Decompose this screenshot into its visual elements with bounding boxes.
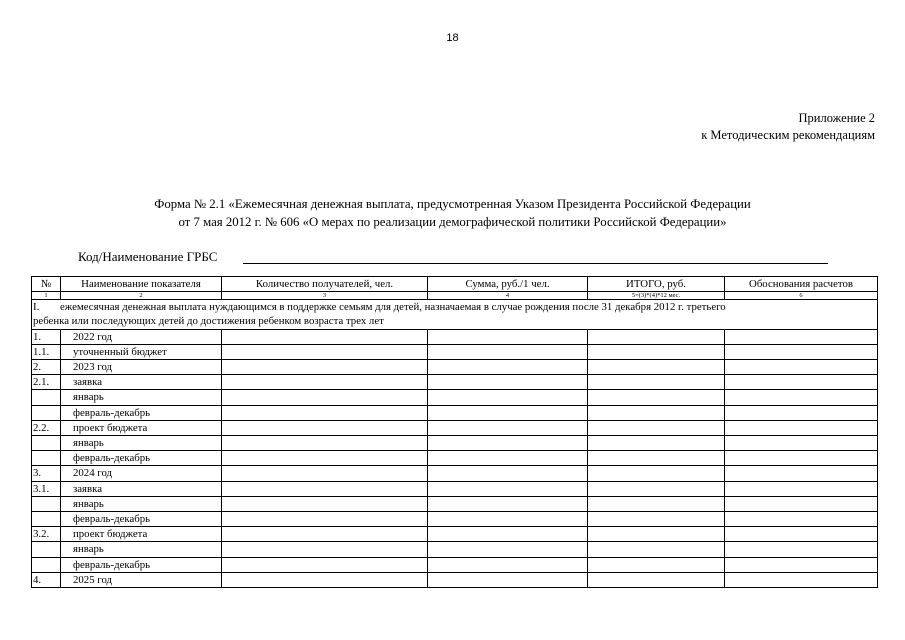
header-justification: Обоснования расчетов (725, 277, 878, 292)
row-indicator: январь (61, 496, 222, 511)
recipients-cell[interactable] (222, 375, 428, 390)
amount-cell[interactable] (428, 375, 588, 390)
section-row (32, 300, 878, 329)
row-indicator: январь (61, 390, 222, 405)
justification-cell[interactable] (725, 466, 878, 481)
justification-cell[interactable] (725, 420, 878, 435)
header-row (32, 277, 878, 292)
form-title-line-1: Форма № 2.1 «Ежемесячная денежная выплата, предусмотренная Указом Президента Российской Федерации (154, 197, 751, 211)
section-number: I. (33, 301, 40, 314)
amount-cell[interactable] (428, 451, 588, 466)
total-cell[interactable] (588, 451, 725, 466)
recipients-cell[interactable] (222, 420, 428, 435)
row-number (32, 436, 61, 451)
header-indicator: Наименование показателя (61, 277, 222, 292)
row-indicator: 2024 год (61, 466, 222, 481)
table-row (32, 451, 878, 466)
row-number: 3. (32, 466, 61, 481)
recipients-cell[interactable] (222, 436, 428, 451)
justification-cell[interactable] (725, 527, 878, 542)
justification-cell[interactable] (725, 496, 878, 511)
recipients-cell[interactable] (222, 512, 428, 527)
amount-cell[interactable] (428, 527, 588, 542)
form-table (31, 276, 878, 588)
row-indicator: проект бюджета (61, 420, 222, 435)
table-row (32, 329, 878, 344)
amount-cell[interactable] (428, 436, 588, 451)
amount-cell[interactable] (428, 542, 588, 557)
row-number: 3.1. (32, 481, 61, 496)
amount-cell[interactable] (428, 572, 588, 587)
amount-cell[interactable] (428, 481, 588, 496)
table-row (32, 481, 878, 496)
total-cell[interactable] (588, 481, 725, 496)
total-cell[interactable] (588, 527, 725, 542)
row-number: 1. (32, 329, 61, 344)
total-cell[interactable] (588, 496, 725, 511)
section-text-line-2: ребенка или последующих детей до достижения ребенком возраста трех лет (33, 315, 384, 328)
justification-cell[interactable] (725, 436, 878, 451)
row-number (32, 542, 61, 557)
recipients-cell[interactable] (222, 390, 428, 405)
row-indicator: заявка (61, 375, 222, 390)
amount-cell[interactable] (428, 496, 588, 511)
recipients-cell[interactable] (222, 451, 428, 466)
appendix-line-1: Приложение 2 (798, 111, 875, 125)
row-number (32, 512, 61, 527)
row-number (32, 557, 61, 572)
justification-cell[interactable] (725, 375, 878, 390)
row-number: 2.1. (32, 375, 61, 390)
recipients-cell[interactable] (222, 329, 428, 344)
row-indicator: январь (61, 436, 222, 451)
table-row (32, 344, 878, 359)
justification-cell[interactable] (725, 405, 878, 420)
amount-cell[interactable] (428, 512, 588, 527)
recipients-cell[interactable] (222, 481, 428, 496)
page-number: 18 (446, 32, 459, 44)
total-cell[interactable] (588, 557, 725, 572)
amount-cell[interactable] (428, 466, 588, 481)
amount-cell[interactable] (428, 405, 588, 420)
justification-cell[interactable] (725, 557, 878, 572)
row-number: 2.2. (32, 420, 61, 435)
total-cell[interactable] (588, 390, 725, 405)
justification-cell[interactable] (725, 344, 878, 359)
row-number: 1.1. (32, 344, 61, 359)
table-row (32, 466, 878, 481)
header-total: ИТОГО, руб. (588, 277, 725, 292)
total-cell[interactable] (588, 375, 725, 390)
amount-cell[interactable] (428, 360, 588, 375)
justification-cell[interactable] (725, 512, 878, 527)
form-title (0, 195, 905, 231)
header-amount: Сумма, руб./1 чел. (428, 277, 588, 292)
row-number: 3.2. (32, 527, 61, 542)
section-description (32, 300, 878, 329)
column-index: 3 (222, 292, 428, 300)
row-number (32, 405, 61, 420)
row-indicator: заявка (61, 481, 222, 496)
row-indicator: 2022 год (61, 329, 222, 344)
justification-cell[interactable] (725, 572, 878, 587)
amount-cell[interactable] (428, 344, 588, 359)
total-cell[interactable] (588, 405, 725, 420)
grbs-label: Код/Наименование ГРБС (78, 249, 218, 264)
grbs-fill-line[interactable] (243, 263, 828, 264)
table-body (32, 329, 878, 587)
row-number (32, 451, 61, 466)
row-indicator: февраль-декабрь (61, 512, 222, 527)
row-indicator: февраль-декабрь (61, 451, 222, 466)
recipients-cell[interactable] (222, 344, 428, 359)
column-index: 2 (61, 292, 222, 300)
total-cell[interactable] (588, 329, 725, 344)
amount-cell[interactable] (428, 420, 588, 435)
total-cell[interactable] (588, 512, 725, 527)
recipients-cell[interactable] (222, 405, 428, 420)
total-cell[interactable] (588, 344, 725, 359)
amount-cell[interactable] (428, 557, 588, 572)
justification-cell[interactable] (725, 329, 878, 344)
table-row (32, 572, 878, 587)
table-row (32, 527, 878, 542)
column-index: 6 (725, 292, 878, 300)
recipients-cell[interactable] (222, 527, 428, 542)
table-row (32, 557, 878, 572)
column-index: 4 (428, 292, 588, 300)
table-row (32, 496, 878, 511)
total-cell[interactable] (588, 542, 725, 557)
recipients-cell[interactable] (222, 496, 428, 511)
row-number (32, 390, 61, 405)
justification-cell[interactable] (725, 451, 878, 466)
table-row (32, 420, 878, 435)
row-indicator: февраль-декабрь (61, 557, 222, 572)
header-recipients: Количество получателей, чел. (222, 277, 428, 292)
total-cell[interactable] (588, 436, 725, 451)
recipients-cell[interactable] (222, 557, 428, 572)
amount-cell[interactable] (428, 390, 588, 405)
table-row (32, 436, 878, 451)
row-indicator: январь (61, 542, 222, 557)
total-cell[interactable] (588, 360, 725, 375)
total-cell[interactable] (588, 420, 725, 435)
column-index: 5=(3)*(4)*12 мес. (588, 292, 725, 300)
total-cell[interactable] (588, 572, 725, 587)
section-text-line-1: ежемесячная денежная выплата нуждающимся в поддержке семьям для детей, назначаемая в случае рождения после 31 декабря 2012 г. третьего (60, 301, 726, 314)
table-row (32, 375, 878, 390)
recipients-cell[interactable] (222, 542, 428, 557)
row-number (32, 496, 61, 511)
justification-cell[interactable] (725, 390, 878, 405)
recipients-cell[interactable] (222, 466, 428, 481)
amount-cell[interactable] (428, 329, 588, 344)
row-number: 2. (32, 360, 61, 375)
row-indicator: 2023 год (61, 360, 222, 375)
recipients-cell[interactable] (222, 572, 428, 587)
row-indicator: проект бюджета (61, 527, 222, 542)
appendix-note (701, 110, 875, 144)
row-number: 4. (32, 572, 61, 587)
table-row (32, 390, 878, 405)
row-indicator: уточненный бюджет (61, 344, 222, 359)
row-indicator: 2025 год (61, 572, 222, 587)
form-title-line-2: от 7 мая 2012 г. № 606 «О мерах по реализации демографической политики Российской Федерации» (178, 215, 727, 229)
justification-cell[interactable] (725, 542, 878, 557)
column-index: 1 (32, 292, 61, 300)
table-row (32, 360, 878, 375)
table-row (32, 542, 878, 557)
total-cell[interactable] (588, 466, 725, 481)
recipients-cell[interactable] (222, 360, 428, 375)
header-number: № (32, 277, 61, 292)
justification-cell[interactable] (725, 481, 878, 496)
row-indicator: февраль-декабрь (61, 405, 222, 420)
justification-cell[interactable] (725, 360, 878, 375)
table-row (32, 405, 878, 420)
appendix-line-2: к Методическим рекомендациям (701, 128, 875, 142)
column-index-row (32, 292, 878, 300)
table-row (32, 512, 878, 527)
